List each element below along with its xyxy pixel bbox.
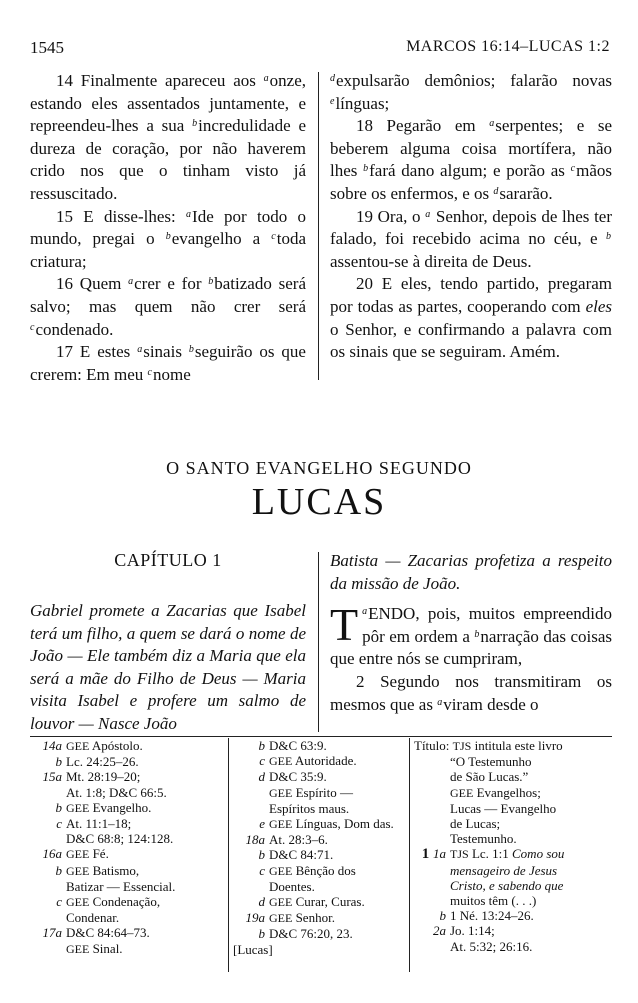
footnote-entry: c GEE Condenação,: [30, 894, 225, 910]
book-subtitle: O SANTO EVANGELHO SEGUNDO: [166, 458, 472, 478]
footnote-entry: Título: TJS intitula este livro: [414, 738, 563, 753]
page-number: 1545: [30, 38, 64, 57]
footnote-marker: a: [186, 208, 192, 220]
footnote-marker: a: [362, 606, 368, 618]
footnote-ref: c: [56, 894, 62, 910]
source-abbrev: GEE: [66, 847, 90, 862]
running-head: MARCOS 16:14–LUCAS 1:2: [406, 38, 610, 55]
source-abbrev: GEE: [269, 754, 293, 769]
footnote-entry: [Lucas]: [233, 941, 273, 957]
footnote-entry: b 1 Né. 13:24–26.: [414, 908, 614, 923]
footnote-entry: “O Testemunho: [450, 754, 532, 770]
footnote-marker: a: [489, 118, 495, 130]
footnote-marker: b: [606, 231, 611, 243]
footnote-ref: b: [55, 799, 62, 815]
footnote-marker: a: [437, 696, 443, 708]
footnote-entry: muitos têm (. . .): [450, 893, 537, 909]
footnote-ref: b: [258, 847, 265, 863]
footnote-ref: b: [439, 908, 446, 924]
marcos-right-column: [330, 70, 612, 364]
footnote-entry: Testemunho.: [450, 831, 517, 847]
footnote-entry: GEE Sinal.: [66, 940, 123, 956]
column-divider: [318, 72, 319, 380]
verse: 19 Ora, o $^a$ Senhor, depois de lhes ter falado, foi recebido acima no céu, e $^b$ assentou-se à direita de Deus.: [330, 206, 612, 271]
source-abbrev: GEE: [66, 863, 90, 878]
footnote-ref: c: [56, 816, 62, 832]
italic-text: mensageiro de Jesus: [450, 862, 558, 878]
source-abbrev: GEE: [269, 785, 293, 800]
footnote-entry: d GEE Curar, Curas.: [233, 894, 408, 910]
footnote-ref: 1 1a: [421, 846, 446, 863]
footnote-entry: Condenar.: [66, 910, 120, 926]
verse: 18 Pegarão em $^a$serpentes; e se beberem alguma coisa mortífera, não lhes $^b$fará dano algum; e porão as $^c$mãos sobre os enfermos, e os $^d$sararão.: [330, 116, 612, 203]
footnote-column-3: [414, 738, 614, 954]
verse: 15 E disse-lhes: $^a$Ide por todo o mundo, pregai o $^b$evangelho a $^c$toda criatura;: [30, 206, 307, 271]
drop-cap: T: [330, 599, 359, 651]
footnote-rule: [409, 738, 410, 972]
footnote-marker: b: [192, 118, 198, 130]
footnote-entry: b D&C 63:9.: [233, 738, 408, 753]
footnote-ref: b: [258, 738, 265, 753]
source-abbrev: GEE: [269, 911, 293, 926]
footnote-entry: d D&C 35:9.: [233, 769, 408, 784]
book-title: LUCAS: [251, 481, 387, 523]
verse: 17 E estes $^a$sinais $^b$seguirão os que crerem: Em meu $^c$nome: [30, 342, 306, 384]
footnote-entry: GEE Espírito —: [269, 784, 353, 800]
footnote-marker: d: [330, 73, 335, 84]
footnote-column-2: [233, 738, 408, 957]
footnote-ref: b: [55, 862, 62, 878]
footnote-entry: 17a D&C 84:64–73.: [30, 925, 225, 940]
footnote-marker: b: [474, 628, 480, 640]
footnote-marker: b: [363, 163, 369, 175]
lucas-right-column: [330, 550, 612, 716]
footnote-entry: c GEE Autoridade.: [233, 753, 408, 769]
footnote-marker: c: [30, 321, 35, 333]
footnote-ref: 19a: [245, 910, 265, 926]
chapter-heading: CAPÍTULO 1: [114, 550, 222, 570]
footnote-ref: b: [258, 926, 265, 942]
footnote-entry: Espíritos maus.: [269, 800, 350, 816]
footnote-entry: b D&C 84:71.: [233, 847, 408, 862]
footnote-rule: [228, 738, 229, 972]
verse: 16 Quem $^a$crer e for $^b$batizado será salvo; mas quem não crer será $^c$condenado.: [30, 274, 307, 339]
footnote-marker: d: [493, 185, 499, 197]
footnote-entry: b GEE Batismo,: [30, 863, 225, 879]
footnote-marker: b: [208, 276, 214, 288]
marcos-left-column: [30, 70, 306, 386]
footnote-ref: d: [258, 769, 265, 785]
footnote-entry: GEE Evangelhos;: [450, 784, 541, 800]
footnote-ref: 2a: [433, 923, 446, 939]
footnote-entry: 1 1a TJS Lc. 1:1 Como sou: [414, 846, 614, 862]
footnote-marker: a: [128, 276, 134, 288]
source-abbrev: GEE: [66, 739, 90, 753]
footnote-divider: [30, 736, 612, 737]
footnote-entry: At. 1:8; D&C 66:5.: [66, 784, 167, 800]
footnote-ref: c: [259, 753, 265, 769]
footnote-ref: b: [55, 754, 62, 770]
footnote-entry: 16a GEE Fé.: [30, 846, 225, 862]
footnote-column-1: [30, 738, 225, 957]
footnote-marker: b: [165, 231, 171, 243]
footnote-ref: 14a: [42, 738, 62, 753]
footnote-entry: de Lucas;: [450, 816, 501, 832]
source-abbrev: GEE: [66, 895, 90, 910]
source-abbrev: TJS: [452, 739, 472, 753]
footnote-entry: [414, 863, 614, 878]
verse: 14 Finalmente apareceu aos $^a$onze, estando eles assentados juntamente, e repreendeu-lhes a sua $^b$incredulidade e dureza de coração, por não haverem crido nos que o tinham visto já ressuscitado.: [30, 71, 306, 203]
verse: $^d$expulsarão demônios; falarão novas $^e$línguas;: [330, 71, 612, 113]
footnote-marker: a: [263, 73, 269, 84]
footnote-ref: c: [259, 862, 265, 878]
footnote-entry: Batizar — Essencial.: [66, 878, 176, 894]
footnote-entry: 19a GEE Senhor.: [233, 910, 408, 926]
footnote-marker: c: [271, 231, 276, 243]
column-divider: [318, 552, 319, 732]
footnote-entry: b D&C 76:20, 23.: [233, 926, 408, 941]
verse: 20 E eles, tendo partido, pregaram por todas as partes, cooperando com eles o Senhor, e confirmando a palavra com os sinais que se seguiram. Amém.: [330, 274, 612, 362]
footnote-entry: Doentes.: [269, 878, 315, 894]
footnote-marker: b: [188, 344, 194, 356]
footnote-entry: D&C 68:8; 124:128.: [66, 831, 174, 847]
footnote-entry: de São Lucas.”: [450, 769, 529, 785]
footnote-entry: [414, 878, 614, 893]
chapter-summary: Gabriel promete a Zacarias que Isabel terá um filho, a quem se dará o nome de João — Ele também diz a Maria que ela será a mãe do Filho de Deus — Maria visita Isabel e profere um salmo de louvor — Nasce João: [30, 601, 306, 733]
footnote-ref: e: [259, 816, 265, 832]
footnote-entry: Lucas — Evangelho: [450, 800, 557, 816]
source-abbrev: TJS: [450, 847, 469, 862]
source-abbrev: GEE: [269, 863, 293, 878]
verse-1: $^a$ T ENDO, pois, muitos empreendido pôr em ordem a $^b$narração das coisas que entre nós se cumpriram,: [330, 599, 612, 669]
footnote-entry: c GEE Bênção dos: [233, 863, 408, 879]
footnote-ref: 16a: [42, 846, 62, 862]
source-abbrev: GEE: [66, 800, 90, 815]
footnote-entry: 14a GEE Apóstolo.: [30, 738, 225, 754]
chapter-summary-continued: Batista — Zacarias profetiza a respeito da missão de João.: [330, 551, 612, 593]
footnote-entry: 15a Mt. 28:19–20;: [30, 769, 225, 784]
source-abbrev: GEE: [269, 817, 293, 832]
footnote-marker: c: [147, 366, 152, 378]
source-abbrev: GEE: [269, 895, 293, 910]
footnote-entry: c At. 11:1–18;: [30, 816, 225, 831]
footnote-entry: 18a At. 28:3–6.: [233, 832, 408, 847]
footnote-ref: 17a: [42, 925, 62, 941]
footnote-entry: b Lc. 24:25–26.: [30, 754, 225, 769]
italic-text: Cristo, e sabendo que: [450, 877, 564, 893]
italic-text: Como sou: [512, 846, 565, 862]
source-abbrev: GEE: [450, 785, 474, 800]
footnote-ref: 18a: [245, 832, 265, 848]
footnote-marker: a: [137, 344, 143, 356]
source-abbrev: GEE: [66, 941, 90, 956]
footnote-marker: e: [330, 95, 335, 107]
footnote-entry: e GEE Línguas, Dom das.: [233, 816, 408, 832]
footnote-ref: d: [258, 894, 265, 910]
footnote-entry: At. 5:32; 26:16.: [450, 938, 533, 954]
footnote-ref: 15a: [42, 769, 62, 785]
footnote-entry: 2a Jo. 1:14;: [414, 923, 614, 938]
italic-text: eles: [585, 296, 612, 316]
footnote-marker: c: [570, 163, 576, 175]
verse-2: 2 Segundo nos transmitiram os mesmos que as $^a$viram desde o: [330, 671, 612, 714]
footnote-entry: b GEE Evangelho.: [30, 800, 225, 816]
footnote-marker: a: [425, 208, 431, 220]
